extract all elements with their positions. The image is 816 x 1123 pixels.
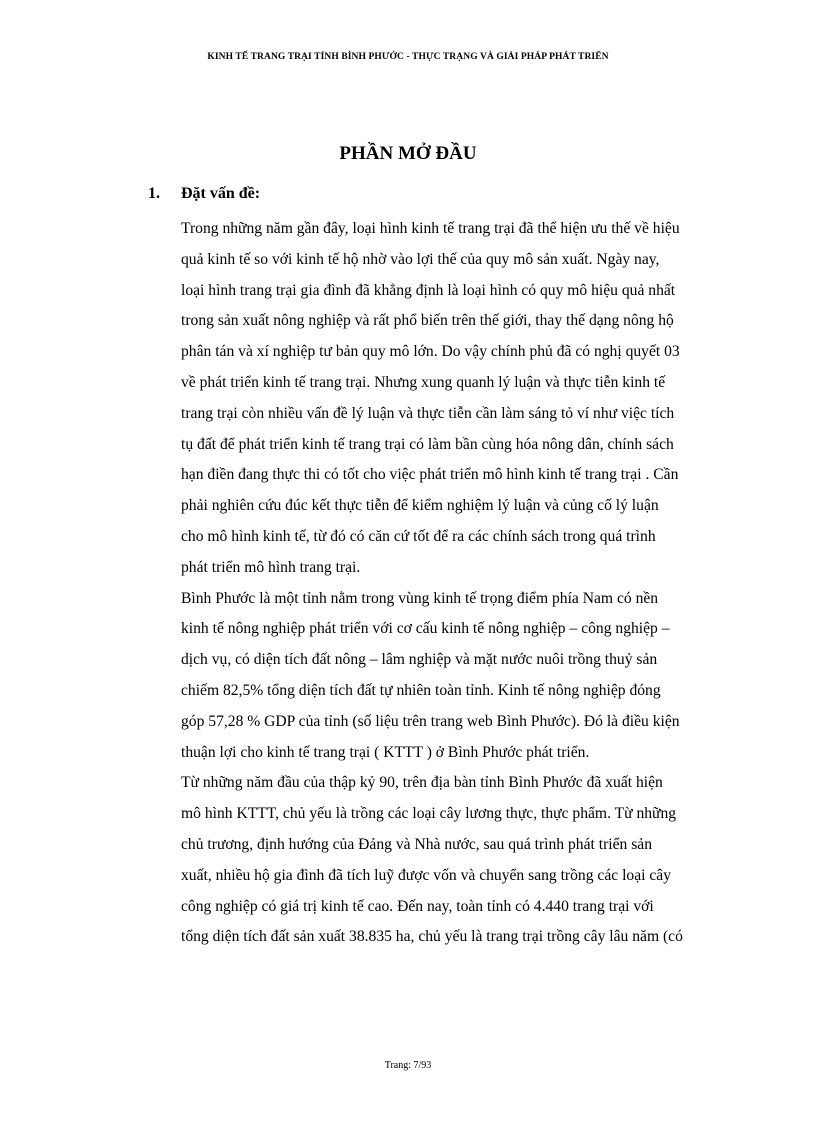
text-line: phải nghiên cứu đúc kết thực tiễn để kiểm nghiệm lý luận và củng cố lý luận bbox=[181, 497, 659, 515]
text-line: thuận lợi cho kinh tế trang trại ( KTTT ) ở Bình Phước phát triển. bbox=[181, 743, 590, 761]
text-line: Bình Phước là một tỉnh nằm trong vùng kinh tế trọng điểm phía Nam có nền bbox=[181, 589, 659, 607]
section-heading bbox=[148, 185, 260, 203]
text-line: xuất, nhiều hộ gia đình đã tích luỹ được vốn và chuyển sang trồng các loại cây bbox=[181, 866, 672, 884]
text-line: công nghiệp có giá trị kinh tế cao. Đến nay, toàn tỉnh có 4.440 trang trại với bbox=[181, 897, 654, 915]
page-number: Trang: 7/93 bbox=[384, 1060, 432, 1071]
text-line: loại hình trang trại gia đình đã khẳng định là loại hình có quy mô hiệu quả nhất bbox=[181, 281, 676, 299]
section-heading-text: Đặt vấn đề: bbox=[181, 185, 261, 202]
text-line: trang trại còn nhiều vấn đề lý luận và thực tiễn cần làm sáng tỏ ví như việc tích bbox=[181, 404, 675, 422]
text-line: kinh tế nông nghiệp phát triển với cơ cấu kinh tế nông nghiệp – công nghiệp – bbox=[181, 620, 670, 638]
text-line: tụ đất để phát triển kinh tế trang trại có làm bần cùng hóa nông dân, chính sách bbox=[181, 435, 674, 453]
running-header: KINH TẾ TRANG TRẠI TỈNH BÌNH PHƯỚC - THỰC TRẠNG VÀ GIẢI PHÁP PHÁT TRIỂN bbox=[207, 52, 609, 62]
text-line: phát triển mô hình trang trại. bbox=[181, 558, 361, 576]
text-line: góp 57,28 % GDP của tỉnh (số liệu trên trang web Bình Phước). Đó là điều kiện bbox=[181, 712, 680, 730]
text-line: dịch vụ, có diện tích đất nông – lâm nghiệp và mặt nước nuôi trồng thuỷ sản bbox=[181, 651, 658, 669]
body-text bbox=[181, 214, 741, 953]
text-line: Từ những năm đầu của thập kỷ 90, trên địa bàn tỉnh Bình Phước đã xuất hiện bbox=[181, 774, 663, 792]
text-line: chiếm 82,5% tổng diện tích đất tự nhiên toàn tỉnh. Kinh tế nông nghiệp đóng bbox=[181, 681, 661, 699]
text-line: phân tán và xí nghiệp tư bản quy mô lớn. Do vậy chính phủ đã có nghị quyết 03 bbox=[181, 343, 680, 361]
text-line: Trong những năm gần đây, loại hình kinh tế trang trại đã thể hiện ưu thế về hiệu bbox=[181, 220, 680, 237]
text-line: trong sản xuất nông nghiệp và rất phổ biến trên thế giới, thay thế dạng nông hộ bbox=[181, 312, 674, 330]
text-line: chủ trương, định hướng của Đảng và Nhà nước, sau quá trình phát triển sản bbox=[181, 835, 653, 853]
text-line: hạn điền đang thực thi có tốt cho việc phát triển mô hình kinh tế trang trại . Cần bbox=[181, 466, 679, 484]
text-line: mô hình KTTT, chủ yếu là trồng các loại cây lương thực, thực phẩm. Từ những bbox=[181, 805, 677, 823]
text-line: về phát triển kinh tế trang trại. Nhưng xung quanh lý luận và thực tiễn kinh tế bbox=[181, 373, 666, 391]
page-title: PHẦN MỞ ĐẦU bbox=[339, 143, 477, 164]
text-line: cho mô hình kinh tế, từ đó có căn cứ tốt để ra các chính sách trong quá trình bbox=[181, 527, 656, 545]
text-line: tổng diện tích đất sản xuất 38.835 ha, chủ yếu là trang trại trồng cây lâu năm (có bbox=[181, 928, 683, 946]
text-line: quả kinh tế so với kinh tế hộ nhờ vào lợi thế của quy mô sản xuất. Ngày nay, bbox=[181, 250, 660, 268]
section-number: 1. bbox=[148, 185, 160, 202]
